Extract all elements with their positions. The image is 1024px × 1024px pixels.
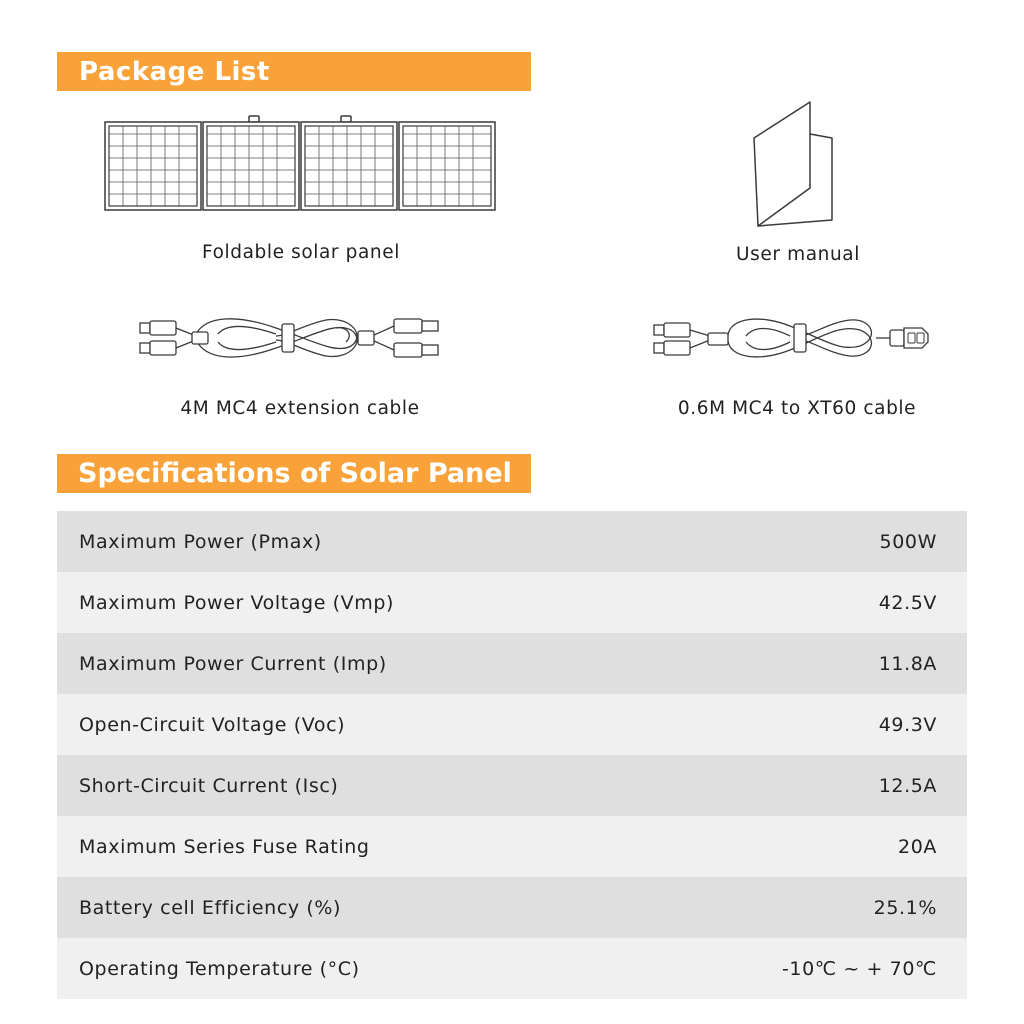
mc4-cable-icon xyxy=(136,306,446,368)
xt60-cable-caption: 0.6M MC4 to XT60 cable xyxy=(677,398,917,419)
spec-label: Maximum Power Current (Imp) xyxy=(79,652,387,675)
spec-label: Short-Circuit Current (Isc) xyxy=(79,774,339,797)
spec-row-open-circuit-voltage xyxy=(57,694,967,755)
solar-panel-caption: Foldable solar panel xyxy=(202,242,400,263)
spec-value: 500W xyxy=(879,530,937,553)
manual-caption: User manual xyxy=(736,244,860,265)
spec-label: Maximum Power Voltage (Vmp) xyxy=(79,591,395,614)
spec-row-max-power-current xyxy=(57,633,967,694)
spec-label: Maximum Power (Pmax) xyxy=(79,530,322,553)
specifications-heading-text: Specifications of Solar Panel xyxy=(78,458,512,489)
spec-value: 42.5V xyxy=(878,591,937,614)
spec-row-cell-efficiency xyxy=(57,877,967,938)
spec-label: Open-Circuit Voltage (Voc) xyxy=(79,713,346,736)
spec-row-operating-temperature xyxy=(57,938,967,999)
package-list-heading-text: Package List xyxy=(79,56,270,87)
spec-label: Maximum Series Fuse Rating xyxy=(79,835,370,858)
specifications-heading xyxy=(57,454,531,493)
xt60-cable-icon xyxy=(650,308,932,368)
spec-value: 25.1% xyxy=(873,896,937,919)
spec-value: 20A xyxy=(898,835,937,858)
spec-value: 11.8A xyxy=(878,652,937,675)
spec-row-max-power-voltage xyxy=(57,572,967,633)
specifications-table xyxy=(57,511,967,999)
spec-value: -10℃ ~ + 70℃ xyxy=(781,957,937,980)
spec-value: 49.3V xyxy=(878,713,937,736)
spec-row-fuse-rating xyxy=(57,816,967,877)
manual-icon xyxy=(748,98,838,230)
spec-row-max-power xyxy=(57,511,967,572)
mc4-cable-caption: 4M MC4 extension cable xyxy=(180,398,420,419)
spec-row-short-circuit-current xyxy=(57,755,967,816)
spec-value: 12.5A xyxy=(878,774,937,797)
spec-label: Operating Temperature (°C) xyxy=(79,957,360,980)
spec-label: Battery cell Efficiency (%) xyxy=(79,896,342,919)
package-list-heading xyxy=(57,52,531,91)
solar-panel-icon xyxy=(103,114,499,214)
